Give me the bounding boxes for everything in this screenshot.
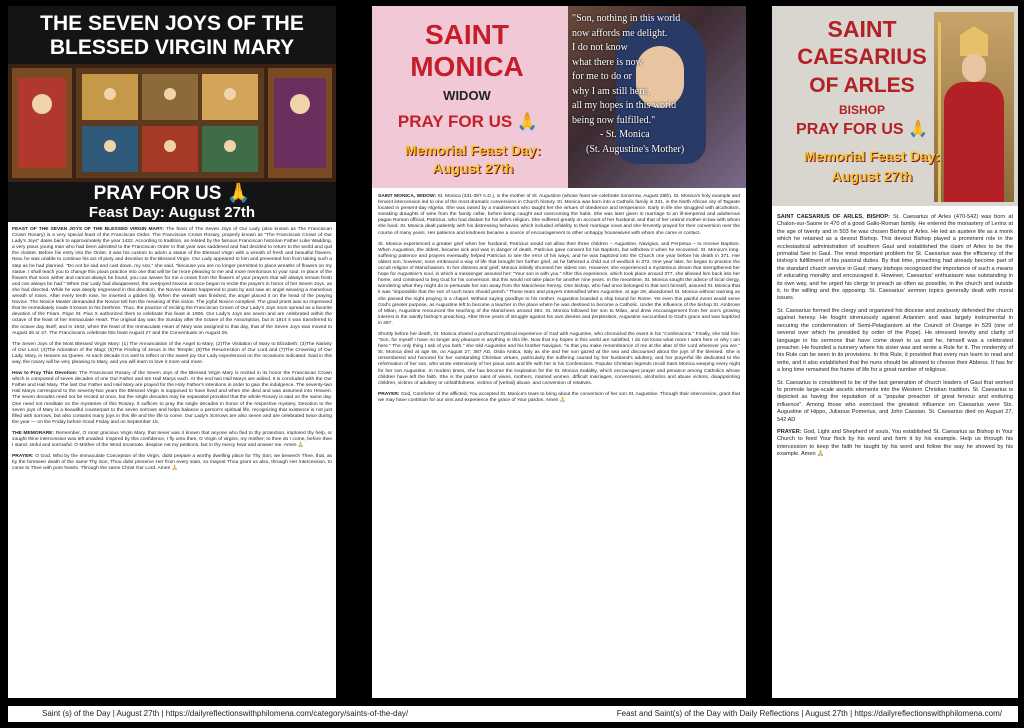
memorial-feast-day-line1: Memorial Feast Day: <box>404 142 542 158</box>
prayer-paragraph: PRAYER: O God, Who by the Immaculate Conception of the Virgin, didst prepare a worthy dwelling place for Thy Son; we beseech Thee, that, as by the foreseen death of the same Thy Son, Thou didst preserve Her from every stain, so mayest Thou grant us also, through Her intercession, to come to Thee with pure hearts. Through the same Christ Our Lord. Amen 🙏 <box>12 454 333 472</box>
banner-title-line2: BLESSED VIRGIN MARY <box>49 36 295 59</box>
article-paragraph: How to Pray This Devotion: The Franciscan Rosary of the Seven Joys of the Blessed Virgin Mary is recited in its honor the Franciscan Crown which is composed of seven decades of one Our Father and ten Hail Marys each. At the end two Hail Marys are added. It is concluded with the Our Father and Hail Mary. The last Our Father and Hail Mary are prayed for the Holy Father's intentions in order to gain the indulgence. The seventy-two Hail Marys correspond to the seventy-two years the Blessed Virgin is supposed to have lived and when she died and was assumed into Heaven. The seven decades need not be recited at once, but the single decades may be separated provided that the whole Rosary is said on the same day. One need not meditate on the mysteries of this Rosary. It suffices to pray the single decades in honor of the respective mystery. Devotion to the seven joys of Mary is a beautiful counterpart to the seven sorrows and helps balance a person's spiritual life, recognizing that existence is not just filled with sorrows, but also contains many joys in this life and the life to come. Our Lady's Sorrows are also seven and are celebrated twice during the year — on the Friday before Good Friday and on September 15. <box>12 371 332 425</box>
mitre-shape <box>960 26 988 56</box>
memorial-feast-day-line1: Memorial Feast Day: <box>803 148 941 164</box>
saint-origin: OF ARLES <box>809 74 915 97</box>
saint-role: BISHOP <box>838 103 885 117</box>
memorial-feast-day-line2: August 27th <box>831 168 913 184</box>
pray-for-us-label: PRAY FOR US 🙏 <box>93 183 251 204</box>
seven-joys-banner <box>8 6 336 222</box>
saint-quote: "Son, nothing in this world now affords me delight. I do not know what there is now for me to do or why I am still here, all my hopes in this world being now fulfilled." - St. Monica (St. Augustine's Mother) <box>572 13 685 155</box>
pray-for-us-label: PRAY FOR US 🙏 <box>397 112 539 131</box>
article-paragraph: Shortly before her death, St. Monica shared a profound mystical experience of God with Augustine, who chronicled the event in his "Confessions." Finally, she told him: "Son, for myself I have no longer any pleasure in anything in this life. Now that my hopes in this world are satisfied, I do not know what more I want here or why I am here." The only thing I ask of you both," she told Augustine and his brother Navigius, "is that you make remembrance of me at the altar of the Lord wherever you are." St. Monica died at age 56, on August 27, 387 AD, Ostia Antica, Italy as she and her son gazed at the sea and discoursed about the joys of the blessed. She is remembered and honored for her outstanding Christian virtues, particularly the suffering caused by her husband's adultery, and her prayerful life dedicated to the reformation of her son, who wrote extensively of her pious acts and life with her in his Confessions. Popular Christian legends recall Saint Monica weeping every night for her son Augustine. In modern times, she has become the inspiration for the St. Monica Sodality, which encourages prayer and penance among Catholics whose children have left the faith. She is the patron saint of wives, mothers, married women, difficult marriages, conversions, alcoholics and abuse victims, disappointing children, victims of adultery or unfaithfulness, victims of (verbal) abuse, and conversion of relatives. <box>378 331 740 386</box>
seven-joys-panel <box>8 6 336 698</box>
memorare-paragraph: THE MEMORARE: Remember, O most gracious Virgin Mary, that never was it known that anyone who fled to thy protection, implored thy help, or sought thine intercession was left unaided. Inspired by this confidence, I fly unto thee, O Virgin of virgins, my mother; to thee do I come, before thee I stand, sinful and sorrowful. O Mother of the Word Incarnate, despise not my petitions, but in thy mercy hear and answer me. Amen 🙏 <box>12 430 333 449</box>
saint-label: SAINT <box>425 19 509 50</box>
saint-label: SAINT <box>827 16 897 42</box>
prayer-paragraph: PRAYER: God, Light and Shepherd of souls, You established St. Caesarius as Bishop in Your Church to feed Your flock by his word and form it by his example. Help us through his intercession to keep the faith he taught by his word and follow the way he showed by his example. Amen 🙏 <box>777 428 1013 458</box>
saint-name: MONICA <box>410 51 524 82</box>
article-paragraph: St. Monica experienced a greater grief when her husband, Patricius would not allow their three children – Augustine, Navigius, and Perpetua – to receive Baptism. When Augustine, the oldest, became sick and was in danger of death, Patricius gave consent for his Baptism, but withdrew it when he recovered. St. Monica's long-suffering patience and prayers eventually helped Patricius to see the error of his ways, and he was baptized into the Church one year before his death in 371. Her oldest son, however, soon embraced a way of life that brought her further grief, as he fathered a child out of wedlock in 372. One year later, he began to practice the occult religion of Manichaeism. In her distress and grief, Monica initially shunned her oldest son. However, she experienced a mysterious dream that strengthened her hope for Augustine's soul, in which a messenger assured her: "Your son is with you." After this experience, which took place around 377, she allowed him back into her home, and continued to beg God for his conversion. But this would not take place for another nine years. In the meantime, St. Monica sought the advice of local clergy, wondering what they might do to persuade her son away from the Manichean heresy. One bishop, who had once belonged to that sect himself, assured St. Monica that it was "impossible that the son of such tears should perish." These tears and prayers intensified when Augustine, at age 29, abandoned St. Monica without warning as she passed the night praying in a chapel. Without saying goodbye to his mother, Augustine boarded a ship bound for Rome. Yet even this painful event would serve God's greater purpose, as Augustine left to become a teacher in the place where he was destined to become a Catholic. Under the influence of the bishop St. Ambrose of Milan, Augustine renounced the teaching of the Manichees around 384. St. Monica followed her son to Milan, and drew encouragement from her son's growing interest in the saintly bishop's preaching. After three years of struggle against his own desires and perplexities, Augustine succumbed to God's grace and was baptized in 387. <box>378 241 740 326</box>
monica-banner <box>372 6 746 188</box>
footer-left-link[interactable]: Saint (s) of the Day | August 27th | https://dailyreflectionswithphilomena.com/category/saints-of-the-day/ <box>42 709 409 718</box>
prayer-paragraph: PRAYER: God, Comforter of the afflicted, You accepted St. Monica's tears to bring about the conversion of her son St. Augustine. Through their intercession, grant that we may have contrition for our sins and experience the grace of Your pardon. Amen 🙏 <box>378 391 740 403</box>
article-paragraph: St. Caesarius is considered to be of the last generation of church leaders of Gaul that worked to promote large-scale ascetic elements into the Western Christian tradition. St. Caesarius is depicted as having the reputation of a "popular preacher of great fervour and enduring influence". Among those who exercised the greatest influence on Caesarius were Sts. Augustine of Hippo, Julianus Pomerius, and John Cassian. St. Caesarius died on August 27, 542 AD <box>777 379 1013 423</box>
caesarius-article <box>777 214 1013 464</box>
seven-joys-article <box>12 227 332 477</box>
face-shape <box>962 54 986 82</box>
monica-panel <box>372 6 746 698</box>
monica-article <box>378 194 740 409</box>
memorial-feast-day-line2: August 27th <box>432 160 514 176</box>
caesarius-banner <box>772 6 1018 206</box>
saint-role: WIDOW <box>443 88 491 103</box>
article-paragraph: St. Caesarius formed the clergy and organized his diocese and zealously defended the church against heresy. He fought strenuously against Arianism and was largely instrumental in securing the condemnation of Semi-Pelagianism at the Council of Orange in 529 (one of several over which he presided by order of the Pope). He stressed brevity and clarity of language in his sermons that have come down to us and he, himself was a celebrated preacher. He founded a nunnery where his sister was and wrote a Rule for it. The modernity of his Rule can be seen in its provisions. In this Rule, it provided that every nun learn to read and write, and it also established that the nuns should be allowed to choose their Abbess. It has for a long time remained the frame of life for a great number of religious. <box>777 307 1013 374</box>
article-paragraph: FEAST OF THE SEVEN JOYS OF THE BLESSED VIRGIN MARY: The feast of The Seven Joys of Our Lady (also known as The Franciscan Crown Rosary) is a very special feast of the Franciscan Order. The Franciscan Crown Rosary, properly known as "The Franciscan Crown of Our Lady's Joys" dates back to approximately the year 1422. According to tradition, as related by the famous Franciscan historian Father Luke Wadding, a very pious young man who had been admitted to the Franciscan Order in that year was saddened and had decided to return to the world and quit the cloister. Before his entry into the Order, it was his custom to adorn a statue of the Blessed Virgin with a wreath of fresh and beautiful flowers. Now, he was unable to continue his act of piety and devotion to the Blessed Virgin. Our Lady appeared to him and prevented him from taking such a step as he had planned. "Do not be sad and cast down, my son," she said, "because you are no longer permitted to place wreaths of flowers on my statue. I shall teach you to change this pious practice into one that will be far more pleasing to me and more meritorious to your soul. In place of the flowers that soon wither and cannot always be found, you can weave for me a crown from the flowers of your prayers that will always remain fresh and can always be had." When Our Lady had disappeared, the overjoyed Novice at once began to recite the prayers in honor of her Seven Joys, as she had directed. While he was deeply engrossed in this devotion, the Novice Master happened to pass by and saw an angel weaving a marvelous wreath of roses. After every tenth rose, he inserted a golden lily. When the wreath was finished, the angel placed it on the head of the praying Novice. The Novice Master demanded the Novice tell him the meaning of this vision. The joyful Novice complied. The good priest was so impressed that he immediately made it known to his brethren. Thus, the practice of reciting the Franciscan Crown of Our Lady's Joys soon spread as a favorite devotion of the Friars. Pope St. Pius X authorized them to celebrate this feast in 1906. Our Lady's Joys are seven and are celebrated within the octave of the feast of her Immaculate Heart. The original day was the Sunday after the octave of the Assumption, but in 1914 it was transferred to the octave day itself; and in 1942, when the feast of the Immaculate Heart of Mary was assigned to that day, that of the Seven Joys was moved to August 26 or 27. The Franciscans celebrate this feast August 27 and the Conventuals on August 26. <box>12 227 332 336</box>
article-paragraph: SAINT CAESARIUS OF ARLES, BISHOP: St. Caesarius of Arles (470-542) was born at Chalon-sur-Saone in 470 of a good Gallo-Roman family. He entered the monastery of Lerins at the age of twenty and in 503 he was chosen Bishop of Arles. He led an austere life as a monk which he retained as a devout Bishop. This devout Bishop played a prominent role in the ecclesiastical administration of southern Gaul and established the claim of Arles to be the primatial See in Gaul. The most important problem for St. Caesarius was the efficiency of the bishop's fulfillment of his pastoral duties. By that time, preaching had already become part of the standard church service in Gaul; many bishops recognized the importance of such a means of educating morality and encouraged it. However, Caesarius' enthusiasm was outstanding in its own way, and he urged his clergy to preach as often as possible, in the church and outside it, to the willing and the opposing. St. Caesarius' sermon topics generally dealt with moral issues. <box>777 214 1013 302</box>
article-paragraph: SAINT MONICA, WIDOW: St. Monica (331-387 A.D.), is the mother of St. Augustine (whose feast we celebrate tomorrow, August 28th). St. Monica's holy example and fervent intercession led to one of the most dramatic conversions in Church history. St. Monica was born into a Catholic family in 331, in the North African city of Tagaste located in present-day Algeria. She was raised by a maidservant who taught her the virtues of obedience and temperance. Early in life she struggled with alcoholism, sneaking draughts of wine from the family cellar, before being caught and overcoming the habit. She was later given in marriage to an ill-tempered and adulterous pagan Roman official, Patricius, who had disdain for his wife's religion. She suffered greatly on account of her husband, and that of her unkind mother-in-law with whom she lived. St. Monica dealt patiently with his distressing behavior, which included infidelity to their marriage vows and she fervently prayed for their conversion over the course of many years. Her patience and kindness became a source of encouragement to other unhappy housewives with whom she came in contact. <box>378 194 740 236</box>
footer-right[interactable] <box>514 706 1018 722</box>
caesarius-panel <box>772 6 1018 698</box>
pray-for-us-label: PRAY FOR US 🙏 <box>796 121 928 138</box>
banner-title-line1: THE SEVEN JOYS OF THE <box>40 12 304 35</box>
altarpiece-painting <box>8 64 336 182</box>
footer-left[interactable] <box>8 706 514 722</box>
robe-shape <box>944 82 1004 202</box>
saint-name: CAESARIUS <box>797 44 927 69</box>
footer-right-link[interactable]: Feast and Saint(s) of the Day with Daily Reflections | August 27th | https://dailyreflectionswithphilomena.com/ <box>616 709 1002 718</box>
feast-day-label: Feast Day: August 27th <box>88 204 256 221</box>
article-paragraph: The Seven Joys of the Most Blessed Virgin Mary: (1) The Annunciation of the Angel to Mary; (2)The Visitation of Mary to Elizabeth; (3)The Nativity of Our Lord; (4)The Adoration of the Magi; (5)The Finding of Jesus in the Temple; (6)The Resurrection of Our Lord and (7)The Crowning of Our Lady, Mary, in Heaven as Queen. At each decade it is well to reflect on the sweet joy Our Lady experienced on the occasions indicated. Said in this way, the rosary will be very pleasing to Mary, and you will learn to love it more and more. <box>12 341 332 365</box>
